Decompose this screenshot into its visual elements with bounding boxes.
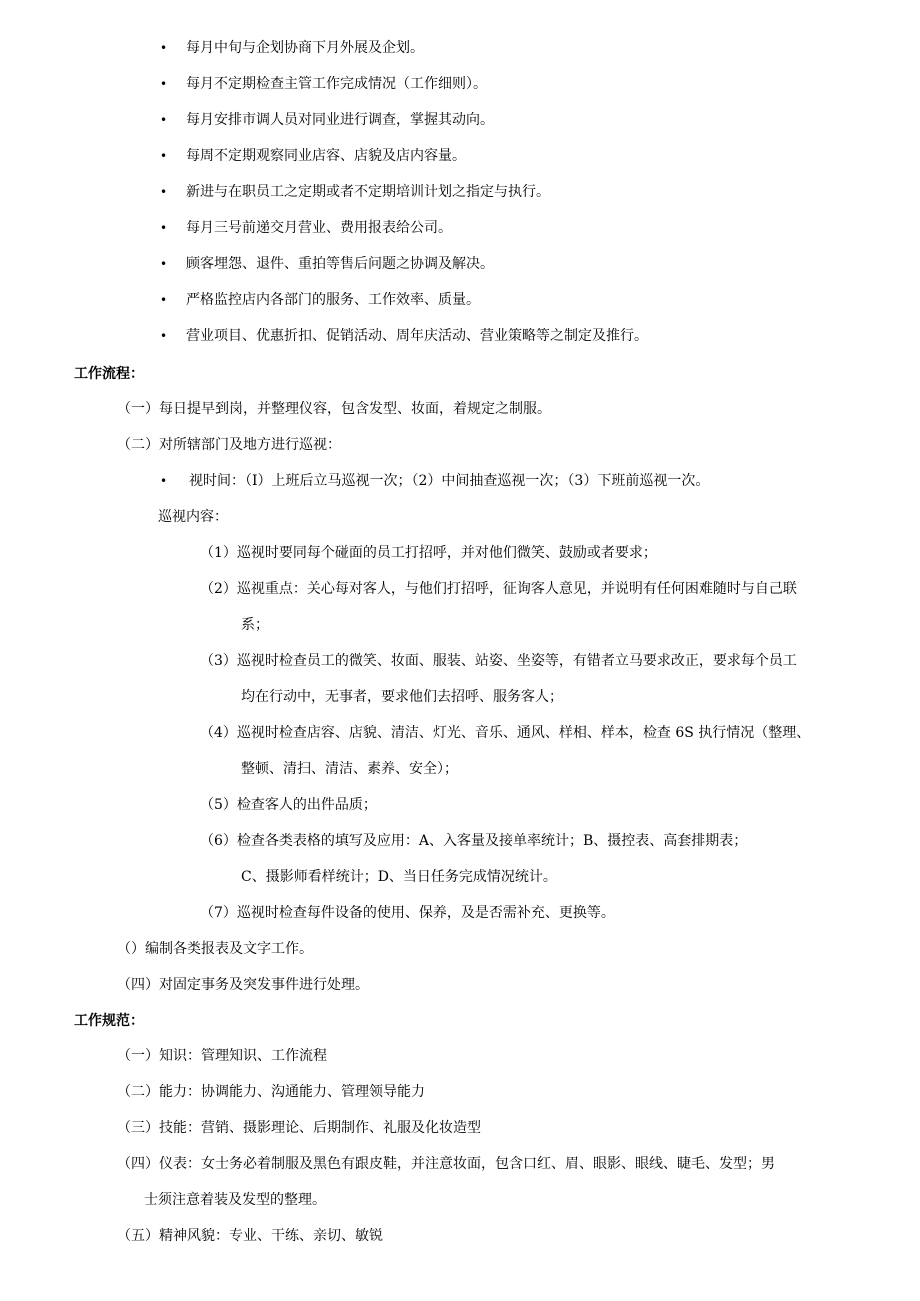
list-item: 每月中旬与企划协商下月外展及企划。 bbox=[186, 40, 424, 56]
bullet-marker: • bbox=[160, 77, 168, 91]
standards-item-continuation: 士须注意着装及发型的整理。 bbox=[144, 1192, 326, 1208]
patrol-time: 视时间：（I）上班后立马巡视一次；（2）中间抽查巡视一次；（3）下班前巡视一次。 bbox=[189, 473, 710, 489]
section-heading-standards: 工作规范： bbox=[74, 1013, 144, 1029]
patrol-item-continuation: 系； bbox=[241, 617, 269, 633]
patrol-content-label: 巡视内容： bbox=[158, 509, 228, 525]
workflow-item: （四）对固定事务及突发事件进行处理。 bbox=[117, 977, 369, 993]
workflow-item: （二）对所辖部门及地方进行巡视： bbox=[117, 437, 341, 453]
patrol-item-continuation: 整顿、清扫、清洁、素养、安全）； bbox=[241, 761, 458, 777]
standards-item: （二）能力：协调能力、沟通能力、管理领导能力 bbox=[117, 1084, 425, 1100]
bullet-marker: • bbox=[160, 293, 168, 307]
patrol-item: （6）检查各类表格的填写及应用：A、入客量及接单率统计；B、摄控表、高套排期表； bbox=[200, 833, 748, 849]
bullet-marker: • bbox=[160, 329, 168, 343]
standards-item: （一）知识：管理知识、工作流程 bbox=[117, 1048, 327, 1064]
patrol-item-continuation: C、摄影师看样统计；D、当日任务完成情况统计。 bbox=[241, 869, 557, 885]
section-heading-workflow: 工作流程： bbox=[74, 366, 144, 382]
bullet-marker: • bbox=[160, 149, 168, 163]
patrol-item: （2）巡视重点：关心每对客人，与他们打招呼，征询客人意见，并说明有任何困难随时与自己联 bbox=[200, 581, 797, 597]
list-item: 顾客埋怨、退件、重拍等售后问题之协调及解决。 bbox=[186, 256, 494, 272]
bullet-marker: • bbox=[160, 185, 168, 199]
patrol-item: （4）巡视时检查店容、店貌、清洁、灯光、音乐、通风、样相、样本，检查 6S 执行情况（整理、 bbox=[200, 725, 811, 741]
workflow-item: （）编制各类报表及文字工作。 bbox=[117, 941, 313, 957]
standards-item: （三）技能：营销、摄影理论、后期制作、礼服及化妆造型 bbox=[117, 1120, 481, 1136]
standards-item: （四）仪表：女士务必着制服及黑色有跟皮鞋，并注意妆面，包含口红、眉、眼影、眼线、睫毛、发型；男 bbox=[117, 1156, 775, 1172]
patrol-item: （1）巡视时要同每个碰面的员工打招呼，并对他们微笑、鼓励或者要求； bbox=[200, 545, 657, 561]
list-item: 每月安排市调人员对同业进行调查，掌握其动向。 bbox=[186, 112, 494, 128]
list-item: 新进与在职员工之定期或者不定期培训计划之指定与执行。 bbox=[186, 184, 550, 200]
list-item: 营业项目、优惠折扣、促销活动、周年庆活动、营业策略等之制定及推行。 bbox=[186, 328, 648, 344]
list-item: 每月不定期检查主管工作完成情况（工作细则）。 bbox=[186, 76, 487, 92]
bullet-marker: • bbox=[160, 113, 168, 127]
list-item: 每周不定期观察同业店容、店貌及店内容量。 bbox=[186, 148, 466, 164]
patrol-item: （7）巡视时检查每件设备的使用、保养，及是否需补充、更换等。 bbox=[200, 905, 615, 921]
standards-item: （五）精神风貌：专业、干练、亲切、敏锐 bbox=[117, 1228, 383, 1244]
bullet-marker: • bbox=[160, 41, 168, 55]
patrol-item: （5）检查客人的出件品质； bbox=[200, 797, 377, 813]
list-item: 严格监控店内各部门的服务、工作效率、质量。 bbox=[186, 292, 480, 308]
patrol-item: （3）巡视时检查员工的微笑、妆面、服装、站姿、坐姿等，有错者立马要求改正，要求每个员工 bbox=[200, 653, 797, 669]
workflow-item: （一）每日提早到岗，并整理仪容，包含发型、妆面，着规定之制服。 bbox=[117, 401, 551, 417]
list-item: 每月三号前递交月营业、费用报表给公司。 bbox=[186, 220, 452, 236]
bullet-marker: • bbox=[160, 221, 168, 235]
patrol-item-continuation: 均在行动中，无事者，要求他们去招呼、服务客人； bbox=[241, 689, 563, 705]
bullet-marker: • bbox=[160, 257, 168, 271]
bullet-marker: • bbox=[160, 474, 168, 488]
